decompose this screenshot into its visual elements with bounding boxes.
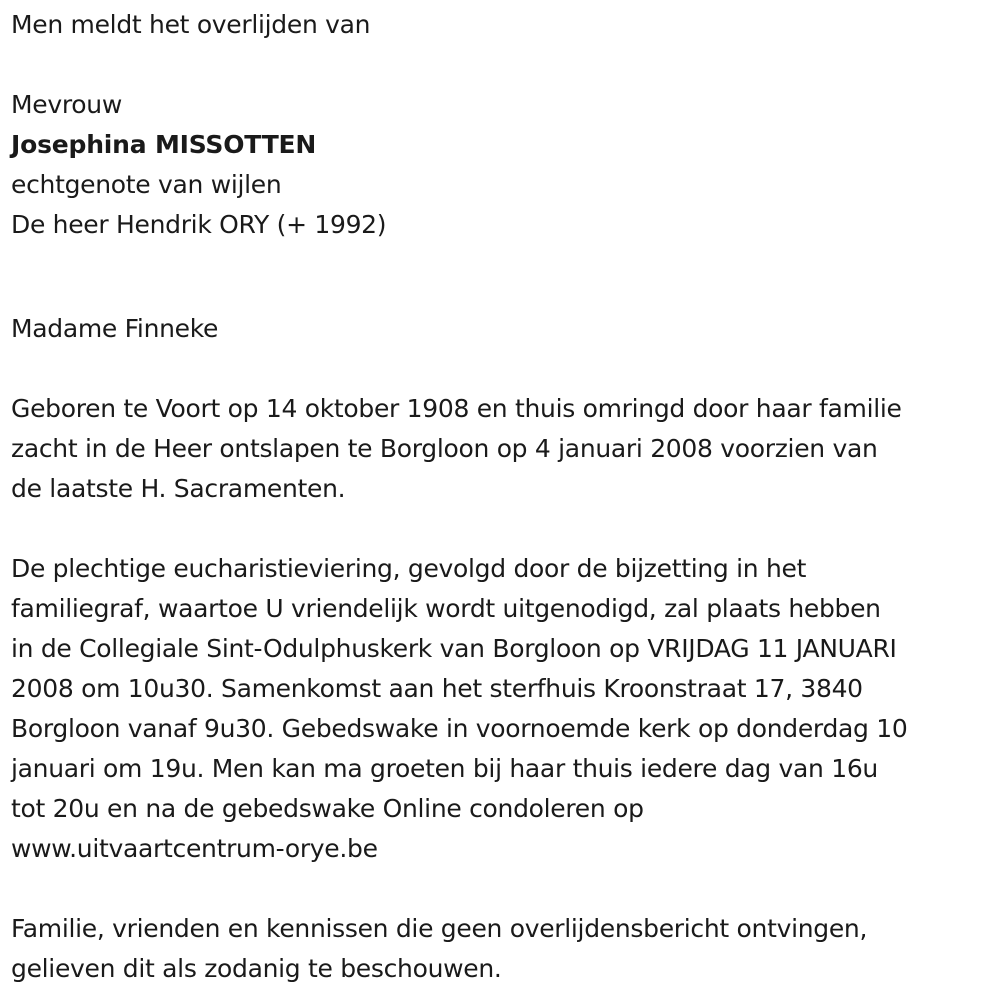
paragraph-line: De plechtige eucharistieviering, gevolgd door de bijzetting in het — [11, 554, 807, 583]
ceremony-paragraph — [11, 549, 907, 869]
birth-death-paragraph — [11, 389, 902, 509]
closing-paragraph — [11, 909, 867, 989]
paragraph-line: Familie, vrienden en kennissen die geen overlijdensbericht ontvingen, — [11, 914, 868, 943]
paragraph-line: tot 20u en na de gebedswake Online condoleren op — [11, 794, 644, 823]
paragraph-line: familiegraf, waartoe U vriendelijk wordt uitgenodigd, zal plaats hebben — [11, 594, 881, 623]
spouse-name: De heer Hendrik ORY (+ 1992) — [11, 210, 387, 239]
paragraph-line: Borgloon vanaf 9u30. Gebedswake in voornoemde kerk op donderdag 10 — [11, 714, 908, 743]
deceased-name: Josephina MISSOTTEN — [11, 130, 317, 159]
paragraph-line: gelieven dit als zodanig te beschouwen. — [11, 954, 502, 983]
paragraph-line: januari om 19u. Men kan ma groeten bij haar thuis iedere dag van 16u — [11, 754, 878, 783]
deceased-block — [11, 85, 386, 245]
paragraph-line: Geboren te Voort op 14 oktober 1908 en thuis omringd door haar familie — [11, 394, 902, 423]
relation-text: echtgenote van wijlen — [11, 170, 282, 199]
title-prefix: Mevrouw — [11, 90, 122, 119]
paragraph-line: 2008 om 10u30. Samenkomst aan het sterfhuis Kroonstraat 17, 3840 — [11, 674, 863, 703]
intro-text: Men meldt het overlijden van — [11, 10, 371, 39]
paragraph-line: de laatste H. Sacramenten. — [11, 474, 346, 503]
paragraph-line: zacht in de Heer ontslapen te Borgloon op 4 januari 2008 voorzien van — [11, 434, 878, 463]
website-url: www.uitvaartcentrum-orye.be — [11, 834, 378, 863]
nickname-block — [11, 309, 218, 349]
paragraph-line: in de Collegiale Sint-Odulphuskerk van Borgloon op VRIJDAG 11 JANUARI — [11, 634, 897, 663]
intro-block — [11, 5, 370, 45]
nickname-text: Madame Finneke — [11, 314, 219, 343]
